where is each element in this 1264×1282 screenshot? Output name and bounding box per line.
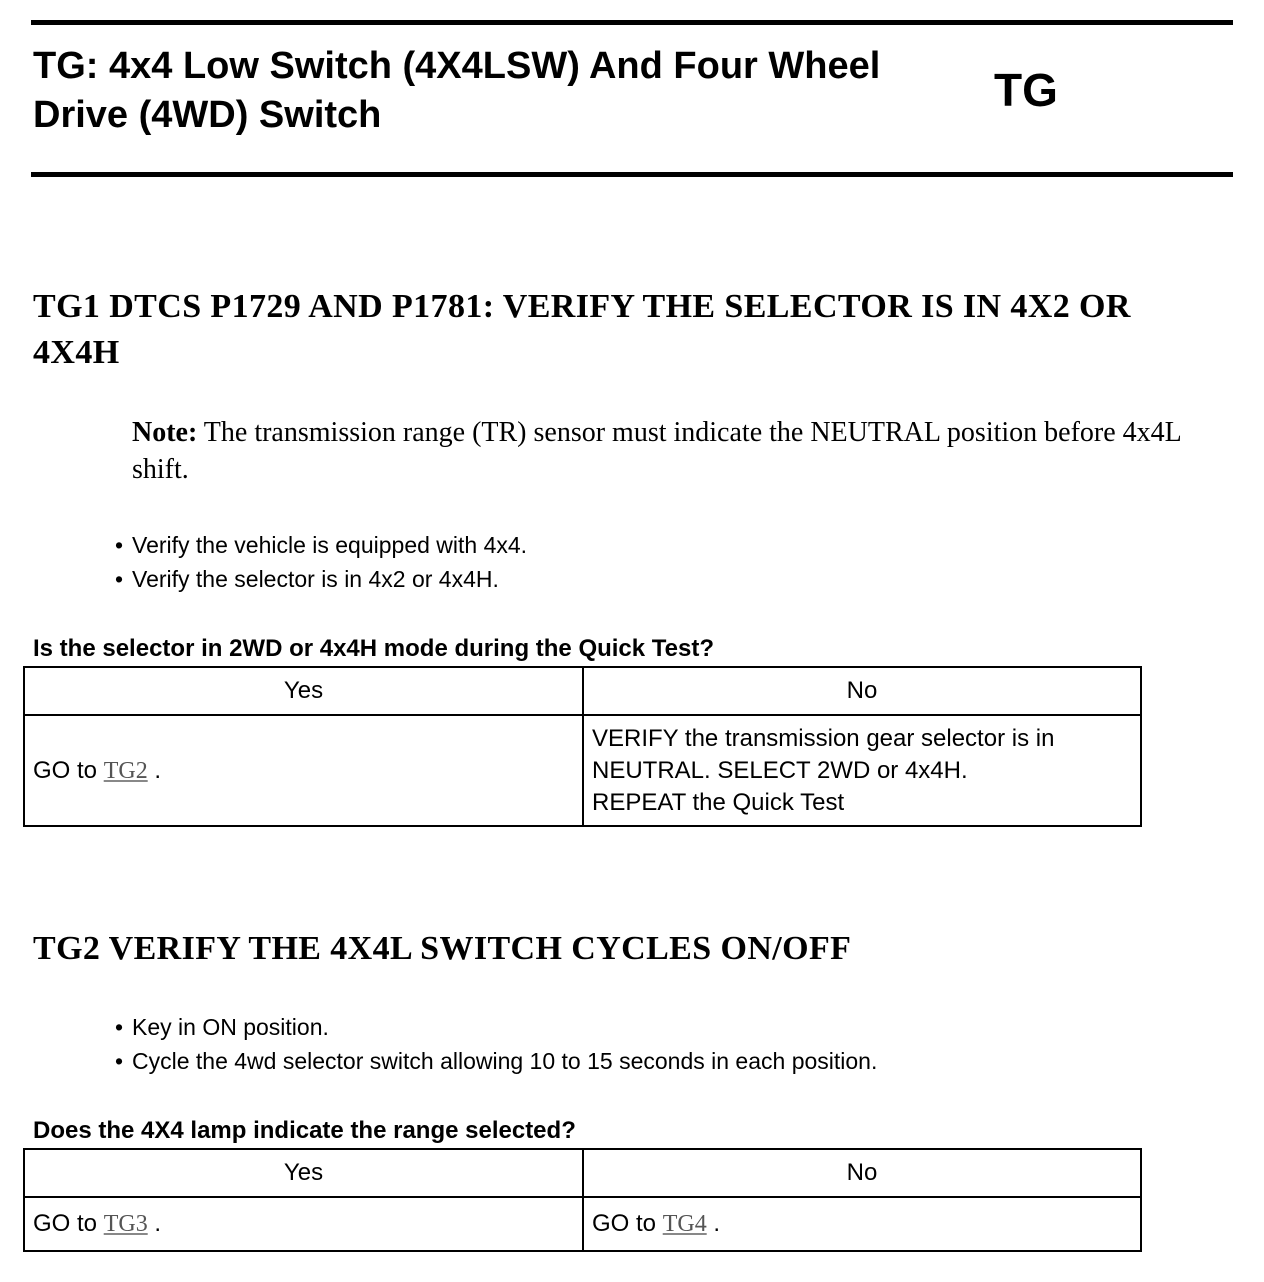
top-rule xyxy=(31,20,1233,25)
no-column-header: No xyxy=(583,667,1141,715)
bullet-icon: • xyxy=(115,566,124,592)
bullet-icon: • xyxy=(115,1014,124,1040)
no-cell xyxy=(583,1197,1141,1251)
step-tg2-heading: TG2 VERIFY THE 4X4L SWITCH CYCLES ON/OFF xyxy=(33,930,852,967)
list-item-text: Verify the vehicle is equipped with 4x4. xyxy=(132,532,528,558)
section-code: TG xyxy=(994,64,1058,116)
note-text: The transmission range (TR) sensor must indicate the NEUTRAL position before 4x4L shift. xyxy=(132,417,1181,485)
note-label: Note: xyxy=(132,417,198,448)
tg3-link[interactable]: TG3 xyxy=(103,1211,148,1237)
yes-column-header: Yes xyxy=(24,667,583,715)
table-row xyxy=(24,715,1141,826)
header-bottom-rule xyxy=(31,172,1233,177)
yes-action-text: GO to xyxy=(33,756,98,784)
list-item-text: Cycle the 4wd selector switch allowing 10 to 15 seconds in each position. xyxy=(132,1048,878,1074)
step-tg1-heading: TG1 DTCS P1729 AND P1781: VERIFY THE SELECTOR IS IN 4X2 OR 4X4H xyxy=(33,288,1131,371)
yes-cell xyxy=(24,715,583,826)
bullet-icon: • xyxy=(115,532,124,558)
tg2-link[interactable]: TG2 xyxy=(103,757,148,784)
list-item-text: Verify the selector is in 4x2 or 4x4H. xyxy=(132,566,499,592)
no-action-text: GO to xyxy=(592,1210,657,1237)
list-item xyxy=(115,528,527,562)
table-header-row xyxy=(24,1149,1141,1197)
step-tg2-bullet-list xyxy=(115,1010,877,1078)
bullet-icon: • xyxy=(115,1048,124,1074)
no-cell xyxy=(583,715,1141,826)
step-tg2-decision-table xyxy=(23,1148,1142,1252)
tg4-link[interactable]: TG4 xyxy=(662,1211,707,1237)
list-item-text: Key in ON position. xyxy=(132,1014,329,1040)
list-item xyxy=(115,1044,877,1078)
document-title: TG: 4x4 Low Switch (4X4LSW) And Four Wheel Drive (4WD) Switch xyxy=(33,45,881,136)
step-tg1-decision-table xyxy=(23,666,1142,827)
list-item xyxy=(115,562,527,596)
note xyxy=(132,414,1242,488)
no-action-suffix: . xyxy=(713,1210,721,1237)
list-item xyxy=(115,1010,877,1044)
yes-action-suffix: . xyxy=(154,1210,162,1237)
yes-column-header: Yes xyxy=(24,1149,583,1197)
step-tg1-bullet-list xyxy=(115,528,527,596)
no-column-header: No xyxy=(583,1149,1141,1197)
table-header-row xyxy=(24,667,1141,715)
step-tg1-question: Is the selector in 2WD or 4x4H mode during the Quick Test? xyxy=(33,635,715,662)
yes-action-suffix: . xyxy=(154,756,162,784)
yes-cell xyxy=(24,1197,583,1251)
step-tg2-question: Does the 4X4 lamp indicate the range selected? xyxy=(33,1117,576,1144)
no-action-line: VERIFY the transmission gear selector is in xyxy=(592,724,1055,752)
table-row xyxy=(24,1197,1141,1251)
no-action-line: NEUTRAL. SELECT 2WD or 4x4H. xyxy=(592,756,968,784)
yes-action-text: GO to xyxy=(33,1210,98,1237)
no-action-line: REPEAT the Quick Test xyxy=(592,788,845,816)
